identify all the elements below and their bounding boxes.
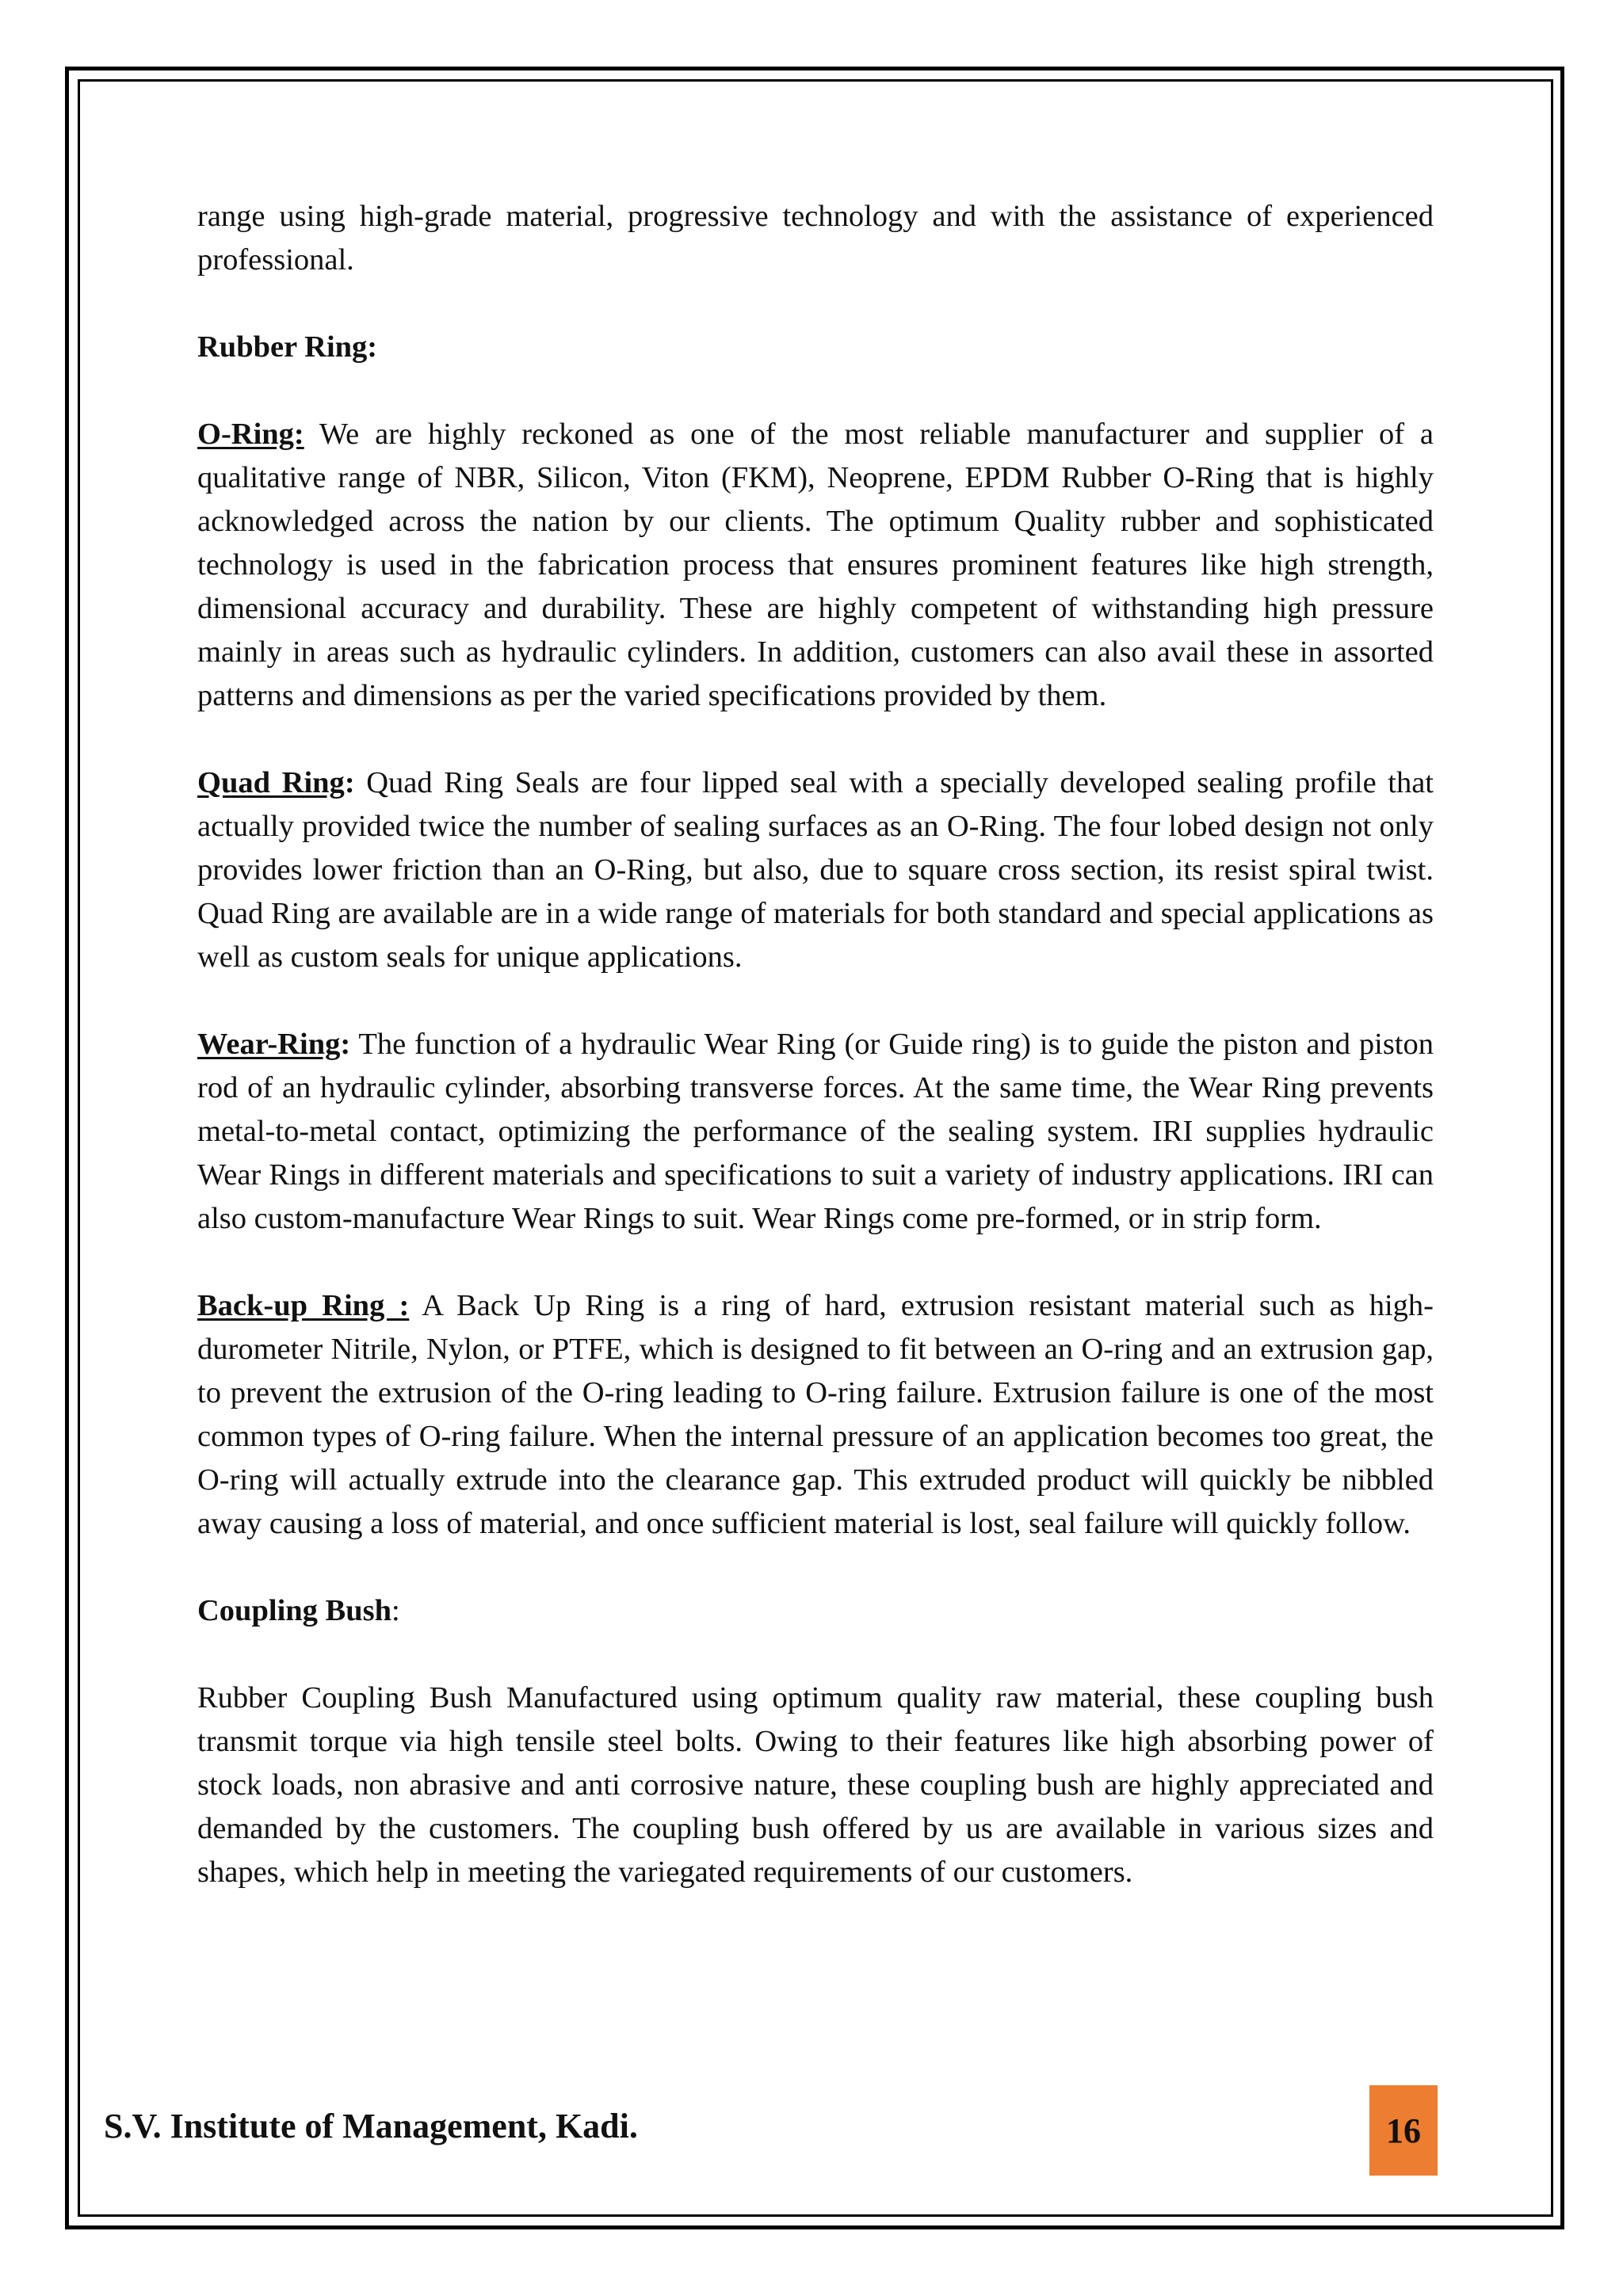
intro-paragraph: range using high-grade material, progressive technology and with the assistance of experienced professional. [197, 200, 1434, 277]
footer-institute: S.V. Institute of Management, Kadi. [104, 2107, 638, 2145]
coupling-bush-title: Coupling Bush [197, 1594, 392, 1627]
coupling-bush-colon: : [391, 1594, 400, 1627]
wear-ring-term: Wear-Ring [197, 1028, 341, 1061]
o-ring-text: We are highly reckoned as one of the most reliable manufacturer and supplier of a qualitative range of NBR, Silicon, Viton (FKM), Neoprene, EPDM Rubber O-Ring that is highly acknowledged across the nation by our clients. The optimum Quality rubber and sophisticated technology is used in the fabrication process that ensures prominent features like high strength, dimensional accuracy and durability. These are highly competent of withstanding high pressure mainly in areas such as hydraulic cylinders. In addition, customers can also avail these in assorted patterns and dimensions as per the varied specifications provided by them. [197, 418, 1434, 712]
quad-ring-term: Quad Ring [197, 766, 345, 799]
quad-ring-colon: : [344, 766, 355, 799]
backup-ring-term: Back-up Ring : [197, 1289, 410, 1322]
o-ring-paragraph [197, 413, 1434, 718]
quad-ring-text: Quad Ring Seals are four lipped seal with a specially developed sealing profile that actually provided twice the number of sealing surfaces as an O-Ring. The four lobed design not only provides lower friction than an O-Ring, but also, due to square cross section, its resist spiral twist. Quad Ring are available are in a wide range of materials for both standard and special applications as well as custom seals for unique applications. [197, 766, 1434, 974]
document-body [197, 195, 1434, 1894]
coupling-bush-heading [197, 1589, 1434, 1633]
o-ring-term: O-Ring: [197, 418, 304, 451]
quad-ring-paragraph [197, 761, 1434, 979]
wear-ring-paragraph [197, 1023, 1434, 1241]
backup-ring-paragraph [197, 1284, 1434, 1546]
wear-ring-text: The function of a hydraulic Wear Ring (or Guide ring) is to guide the piston and piston rod of an hydraulic cylinder, absorbing transverse forces. At the same time, the Wear Ring prevents metal-to-metal contact, optimizing the performance of the sealing system. IRI supplies hydraulic Wear Rings in different materials and specifications to suit a variety of industry applications. IRI can also custom-manufacture Wear Rings to suit. Wear Rings come pre-formed, or in strip form. [197, 1028, 1434, 1235]
rubber-ring-heading: Rubber Ring: [197, 330, 378, 364]
backup-ring-text: A Back Up Ring is a ring of hard, extrusion resistant material such as high-durometer Nitrile, Nylon, or PTFE, which is designed to fit between an O-ring and an extrusion gap, to prevent the extrusion of the O-ring leading to O-ring failure. Extrusion failure is one of the most common types of O-ring failure. When the internal pressure of an application becomes too great, the O-ring will actually extrude into the clearance gap. This extruded product will quickly be nibbled away causing a loss of material, and once sufficient material is lost, seal failure will quickly follow. [197, 1289, 1434, 1540]
wear-ring-colon: : [340, 1028, 351, 1061]
coupling-bush-paragraph: Rubber Coupling Bush Manufactured using optimum quality raw material, these coupling bush transmit torque via high tensile steel bolts. Owing to their features like high absorbing power of stock loads, non abrasive and anti corrosive nature, these coupling bush are highly appreciated and demanded by the customers. The coupling bush offered by us are available in various sizes and shapes, which help in meeting the variegated requirements of our customers. [197, 1681, 1434, 1889]
page-number-badge [1369, 2085, 1438, 2176]
page-number: 16 [1386, 2111, 1421, 2150]
